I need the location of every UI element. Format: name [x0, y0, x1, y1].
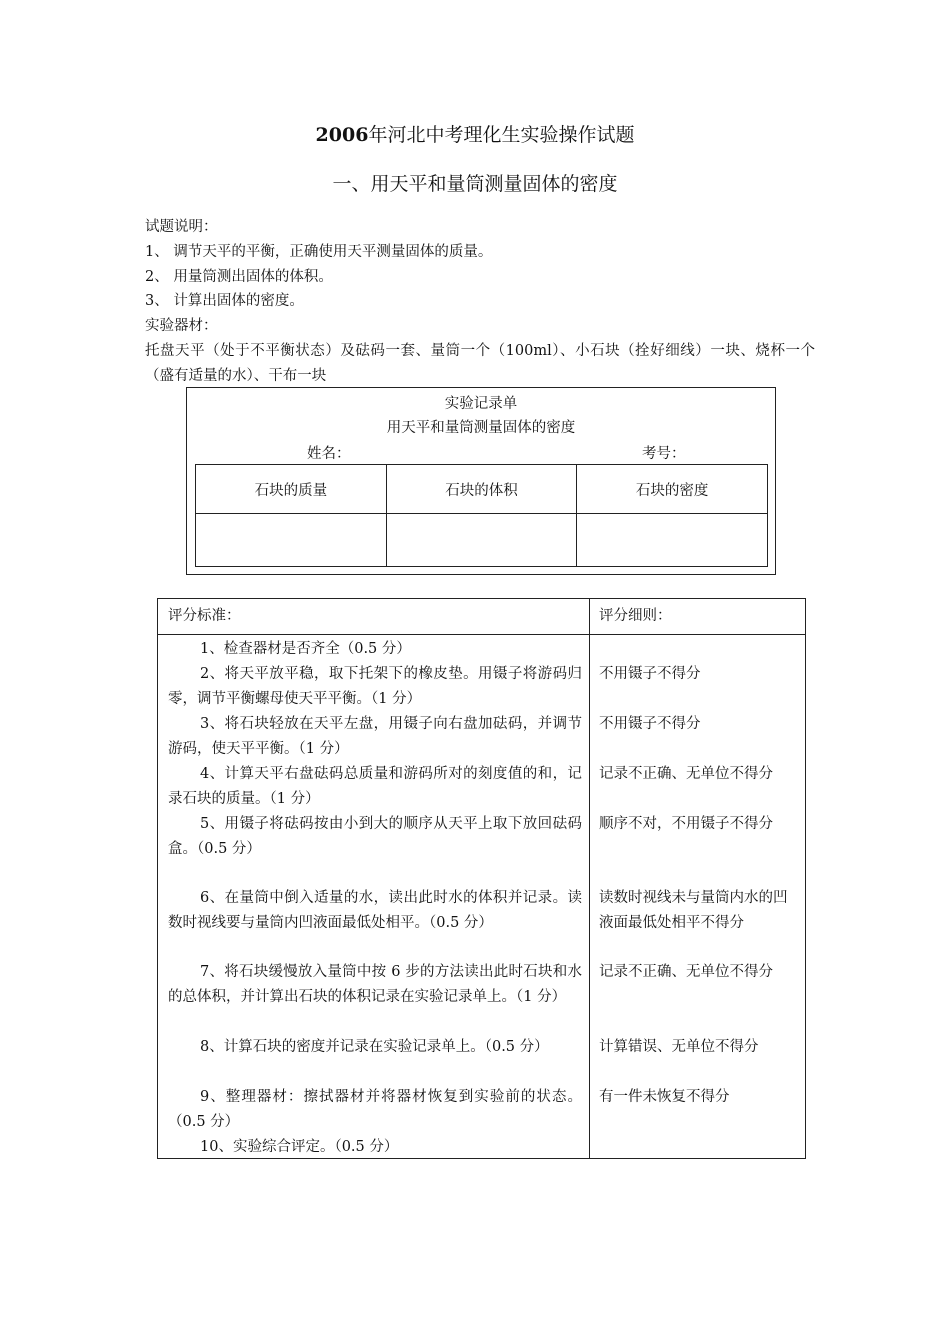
instructions	[145, 215, 815, 389]
criterion-9: 9、整理器材：擦拭器材并将器材恢复到实验前的状态。（0.5 分）	[168, 1089, 582, 1130]
record-sheet	[186, 387, 776, 575]
criterion-2: 2、将天平放平稳，取下托架下的橡皮垫。用镊子将游码归零，调节平衡螺母使天平平衡。（1 分）	[168, 666, 582, 707]
density-cell	[577, 514, 768, 567]
instruction-item: 2、 用量筒测出固体的体积。	[145, 268, 333, 285]
record-sheet-subtitle: 用天平和量筒测量固体的密度	[386, 420, 576, 436]
column-header-density: 石块的密度	[577, 465, 768, 514]
record-sheet-title: 实验记录单	[444, 396, 518, 412]
detail-5: 顺序不对，不用镊子不得分	[599, 816, 773, 832]
criterion-7: 7、将石块缓慢放入量筒中按 6 步的方法读出此时石块和水的总体积，并计算出石块的体积记录在实验记录单上。（1 分）	[168, 964, 582, 1005]
record-table	[195, 464, 768, 567]
criterion-6: 6、在量筒中倒入适量的水，读出此时水的体积并记录。读数时视线要与量筒内凹液面最低处相平。（0.5 分）	[168, 890, 582, 931]
grading-table	[157, 598, 806, 1159]
instruction-item: 3、 计算出固体的密度。	[145, 293, 304, 310]
criterion-1: 1、检查器材是否齐全（0.5 分）	[200, 641, 411, 657]
document-title	[0, 121, 950, 149]
title-text: 年河北中考理化生实验操作试题	[368, 124, 635, 146]
detail-3: 不用镊子不得分	[599, 716, 701, 732]
instructions-heading: 试题说明：	[145, 219, 218, 235]
section-title: 一、用天平和量筒测量固体的密度	[332, 173, 618, 195]
criterion-5: 5、用镊子将砝码按由小到大的顺序从天平上取下放回砝码盒。（0.5 分）	[168, 816, 582, 857]
criterion-3: 3、将石块轻放在天平左盘，用镊子向右盘加砝码，并调节游码，使天平平衡。（1 分）	[168, 716, 582, 757]
exam-number-label: 考号：	[642, 446, 686, 462]
column-divider	[589, 599, 590, 1158]
header-divider	[158, 634, 805, 635]
detail-9: 有一件未恢复不得分	[599, 1089, 730, 1105]
instruction-item: 1、 调节天平的平衡，正确使用天平测量固体的质量。	[145, 243, 493, 260]
criterion-10: 10、实验综合评定。（0.5 分）	[200, 1139, 399, 1155]
detail-6: 读数时视线未与量筒内水的凹液面最低处相平不得分	[599, 890, 788, 931]
grading-criteria-header: 评分标准：	[168, 608, 241, 624]
grading-details-header: 评分细则：	[599, 608, 672, 624]
detail-7: 记录不正确、无单位不得分	[599, 964, 773, 980]
criterion-4: 4、计算天平右盘砝码总质量和游码所对的刻度值的和，记录石块的质量。（1 分）	[168, 766, 582, 807]
detail-8: 计算错误、无单位不得分	[599, 1039, 759, 1055]
detail-4: 记录不正确、无单位不得分	[599, 766, 773, 782]
name-label: 姓名：	[307, 446, 351, 462]
title-year: 2006	[315, 124, 369, 146]
criterion-8: 8、计算石块的密度并记录在实验记录单上。（0.5 分）	[200, 1039, 549, 1055]
volume-cell	[386, 514, 577, 567]
materials-list: 托盘天平（处于不平衡状态）及砝码一套、量筒一个（100ml）、小石块（拴好细线）一块、烧杯一个（盛有适量的水）、干布一块	[145, 342, 815, 384]
column-header-mass: 石块的质量	[196, 465, 387, 514]
mass-cell	[196, 514, 387, 567]
column-header-volume: 石块的体积	[386, 465, 577, 514]
materials-heading: 实验器材：	[145, 318, 218, 335]
detail-2: 不用镊子不得分	[599, 666, 701, 682]
